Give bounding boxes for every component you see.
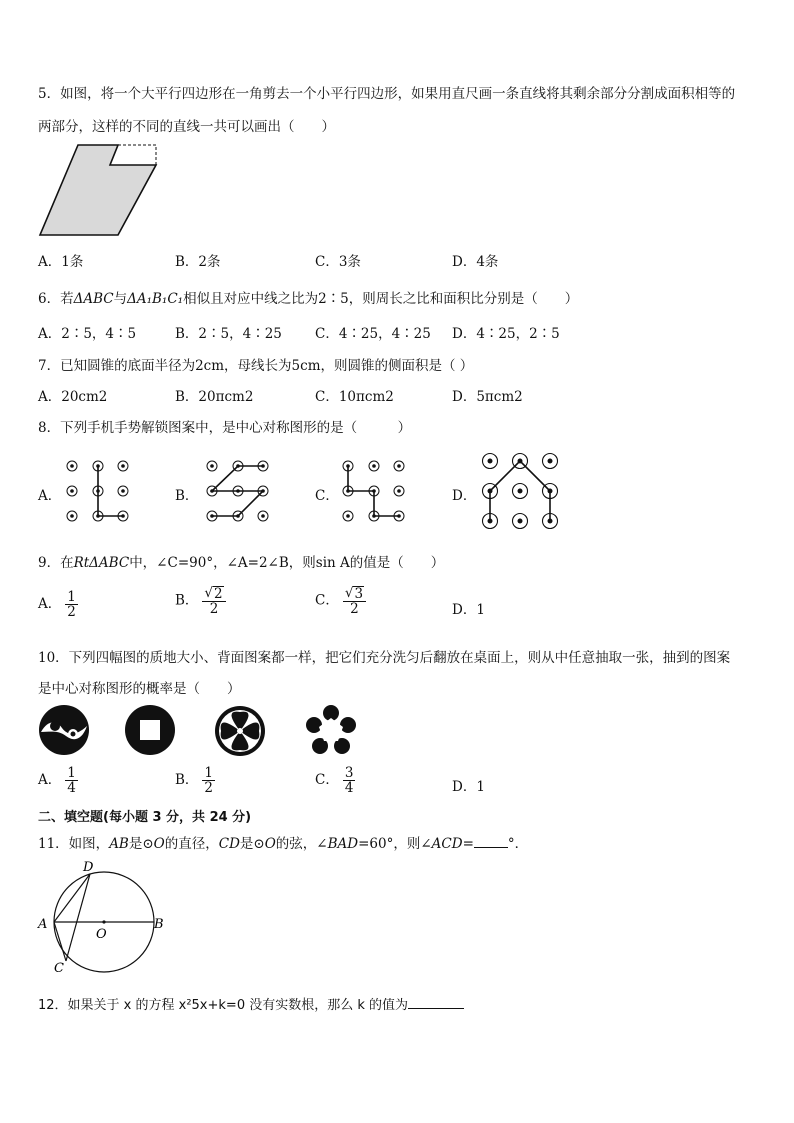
q6-option-a: A．2∶5，4∶5 bbox=[38, 326, 137, 342]
q11-acd: ACD bbox=[431, 836, 463, 852]
q10-option-b-label: B． bbox=[175, 772, 199, 789]
q5-option-c: C．3条 bbox=[315, 254, 361, 270]
q8-pattern-a bbox=[62, 458, 132, 528]
q11-p1: 11．如图， bbox=[38, 836, 110, 852]
q11-o2: O bbox=[264, 836, 276, 852]
q5-figure bbox=[38, 143, 158, 238]
q10-option-b-fraction bbox=[202, 766, 215, 795]
q9-option-b-fraction bbox=[202, 586, 225, 616]
q10-line1: 10．下列四幅图的质地大小、背面图案都一样，把它们充分洗匀后翻放在桌面上，则从中任意抽取一张，抽到的图案 bbox=[38, 650, 731, 666]
q11-ab: AB bbox=[109, 836, 129, 852]
q9-prefix: 9．在 bbox=[38, 555, 74, 571]
q9-suffix: 中，∠C=90°，∠A=2∠B，则 bbox=[129, 555, 316, 571]
q7-stem: 7．已知圆锥的底面半径为2cm，母线长为5cm，则圆锥的侧面积是（ ） bbox=[38, 358, 474, 374]
q10-option-d: D．1 bbox=[452, 779, 485, 795]
q5-option-d: D．4条 bbox=[452, 254, 499, 270]
q6-stem bbox=[38, 287, 578, 307]
q8-pattern-c bbox=[338, 458, 408, 528]
q8-pattern-b bbox=[202, 458, 272, 528]
q6-option-c: C．4∶25，4∶25 bbox=[315, 326, 431, 342]
q6-option-d: D．4∶25，2∶5 bbox=[452, 326, 560, 342]
q9-b-denominator: 2 bbox=[209, 601, 219, 618]
q10-line2: 是中心对称图形的概率是（ ） bbox=[38, 681, 241, 697]
q9-stem bbox=[38, 551, 444, 571]
q9-option-a bbox=[38, 590, 78, 619]
q11-answer-blank[interactable] bbox=[474, 847, 508, 848]
q10-card-4-pentagon-icon bbox=[304, 704, 358, 758]
q10-a-numerator: 1 bbox=[67, 765, 76, 781]
q9-option-b bbox=[175, 586, 226, 616]
q7-option-a: A．20cm2 bbox=[38, 389, 108, 405]
q10-c-denominator: 4 bbox=[344, 780, 354, 797]
q9-option-a-label: A． bbox=[38, 596, 62, 613]
q9-b-numerator bbox=[202, 586, 225, 602]
q11-label-c: C bbox=[54, 961, 64, 976]
q11-p5: 的弦，∠ bbox=[275, 836, 328, 852]
q10-a-denominator: 4 bbox=[67, 780, 76, 797]
q6-prefix: 6．若 bbox=[38, 291, 74, 307]
q7-option-d: D．5πcm2 bbox=[452, 389, 523, 405]
q9-a-numerator: 1 bbox=[67, 589, 76, 605]
q10-option-c bbox=[315, 766, 355, 795]
q9-c-numerator bbox=[343, 586, 366, 602]
q12-answer-blank[interactable] bbox=[408, 1008, 464, 1009]
q12-stem bbox=[38, 994, 464, 1013]
q6-suffix: 相似且对应中线之比为2∶5，则周长之比和面积比分别是（ ） bbox=[183, 291, 579, 307]
q9-option-a-fraction bbox=[65, 590, 78, 619]
q9-c-radicand: 3 bbox=[354, 586, 364, 602]
q9-a-denominator: 2 bbox=[67, 604, 76, 621]
q9-sin: sin A bbox=[315, 555, 350, 571]
q5-option-b: B．2条 bbox=[175, 254, 221, 270]
q11-label-a: A bbox=[38, 917, 48, 932]
q10-c-numerator: 3 bbox=[344, 765, 354, 781]
q5-line1: 5．如图，将一个大平行四边形在一角剪去一个小平行四边形，如果用直尺画一条直线将其剩余部分分割成面积相等的 bbox=[38, 86, 736, 102]
q8-stem: 8．下列手机手势解锁图案中，是中心对称图形的是（ ） bbox=[38, 420, 412, 436]
q9-option-c-label: C． bbox=[315, 592, 339, 609]
q6-mid: 与 bbox=[113, 291, 128, 307]
q11-p7: = bbox=[462, 836, 474, 852]
q11-label-d: D bbox=[83, 860, 94, 875]
q11-p2: 是⊙ bbox=[128, 836, 154, 852]
q11-label-b: B bbox=[154, 917, 164, 932]
q5-line2: 两部分，这样的不同的直线一共可以画出（ ） bbox=[38, 119, 335, 135]
q11-cd: CD bbox=[218, 836, 240, 852]
q9-triangle: RtΔABC bbox=[73, 555, 130, 571]
q10-option-a-fraction bbox=[65, 766, 78, 795]
q10-option-c-fraction bbox=[343, 766, 356, 795]
q11-p4: 是⊙ bbox=[239, 836, 265, 852]
q8-option-a-label: A． bbox=[38, 488, 62, 504]
q9-option-d: D．1 bbox=[452, 602, 485, 618]
q10-option-b bbox=[175, 766, 215, 795]
q12-text: 12．如果关于 x 的方程 x²5x+k=0 没有实数根，那么 k 的值为 bbox=[38, 998, 409, 1013]
q10-b-denominator: 2 bbox=[204, 780, 214, 797]
q7-option-c: C．10πcm2 bbox=[315, 389, 394, 405]
q9-option-b-label: B． bbox=[175, 592, 199, 609]
q10-card-1-wave-icon bbox=[38, 704, 90, 756]
q8-option-b-label: B． bbox=[175, 488, 199, 504]
q10-card-3-petal-icon bbox=[213, 704, 267, 758]
q10-option-a bbox=[38, 766, 78, 795]
q8-option-c-label: C． bbox=[315, 488, 339, 504]
sqrt-icon: √ bbox=[204, 585, 214, 601]
q6-triangle-1: ΔABC bbox=[73, 291, 114, 307]
q9-end: 的值是（ ） bbox=[349, 555, 445, 571]
q11-p8: °． bbox=[507, 836, 529, 852]
q8-option-d-label: D． bbox=[452, 488, 477, 504]
q8-pattern-d bbox=[478, 452, 560, 530]
q9-b-radicand: 2 bbox=[214, 586, 223, 602]
q11-o1: O bbox=[153, 836, 165, 852]
q10-option-c-label: C． bbox=[315, 772, 339, 789]
sqrt-icon: √ bbox=[344, 585, 354, 601]
q6-triangle-2: ΔA₁B₁C₁ bbox=[127, 291, 184, 307]
q9-option-c-fraction bbox=[343, 586, 366, 616]
q11-p6: =60°，则∠ bbox=[358, 836, 432, 852]
q5-option-a: A．1条 bbox=[38, 254, 84, 270]
q11-circle-figure bbox=[36, 858, 166, 976]
q11-p3: 的直径， bbox=[164, 836, 219, 852]
q10-option-a-label: A． bbox=[38, 772, 62, 789]
section-2-heading: 二、填空题(每小题 3 分，共 24 分) bbox=[38, 810, 252, 825]
q11-label-o: O bbox=[96, 927, 107, 942]
q10-card-2-coin-icon bbox=[124, 704, 176, 756]
q11-bad: BAD bbox=[327, 836, 359, 852]
q9-option-c bbox=[315, 586, 366, 616]
q7-option-b: B．20πcm2 bbox=[175, 389, 254, 405]
q6-option-b: B．2∶5，4∶25 bbox=[175, 326, 282, 342]
q9-c-denominator: 2 bbox=[350, 601, 359, 618]
q10-b-numerator: 1 bbox=[204, 765, 214, 781]
q11-stem bbox=[38, 832, 528, 852]
